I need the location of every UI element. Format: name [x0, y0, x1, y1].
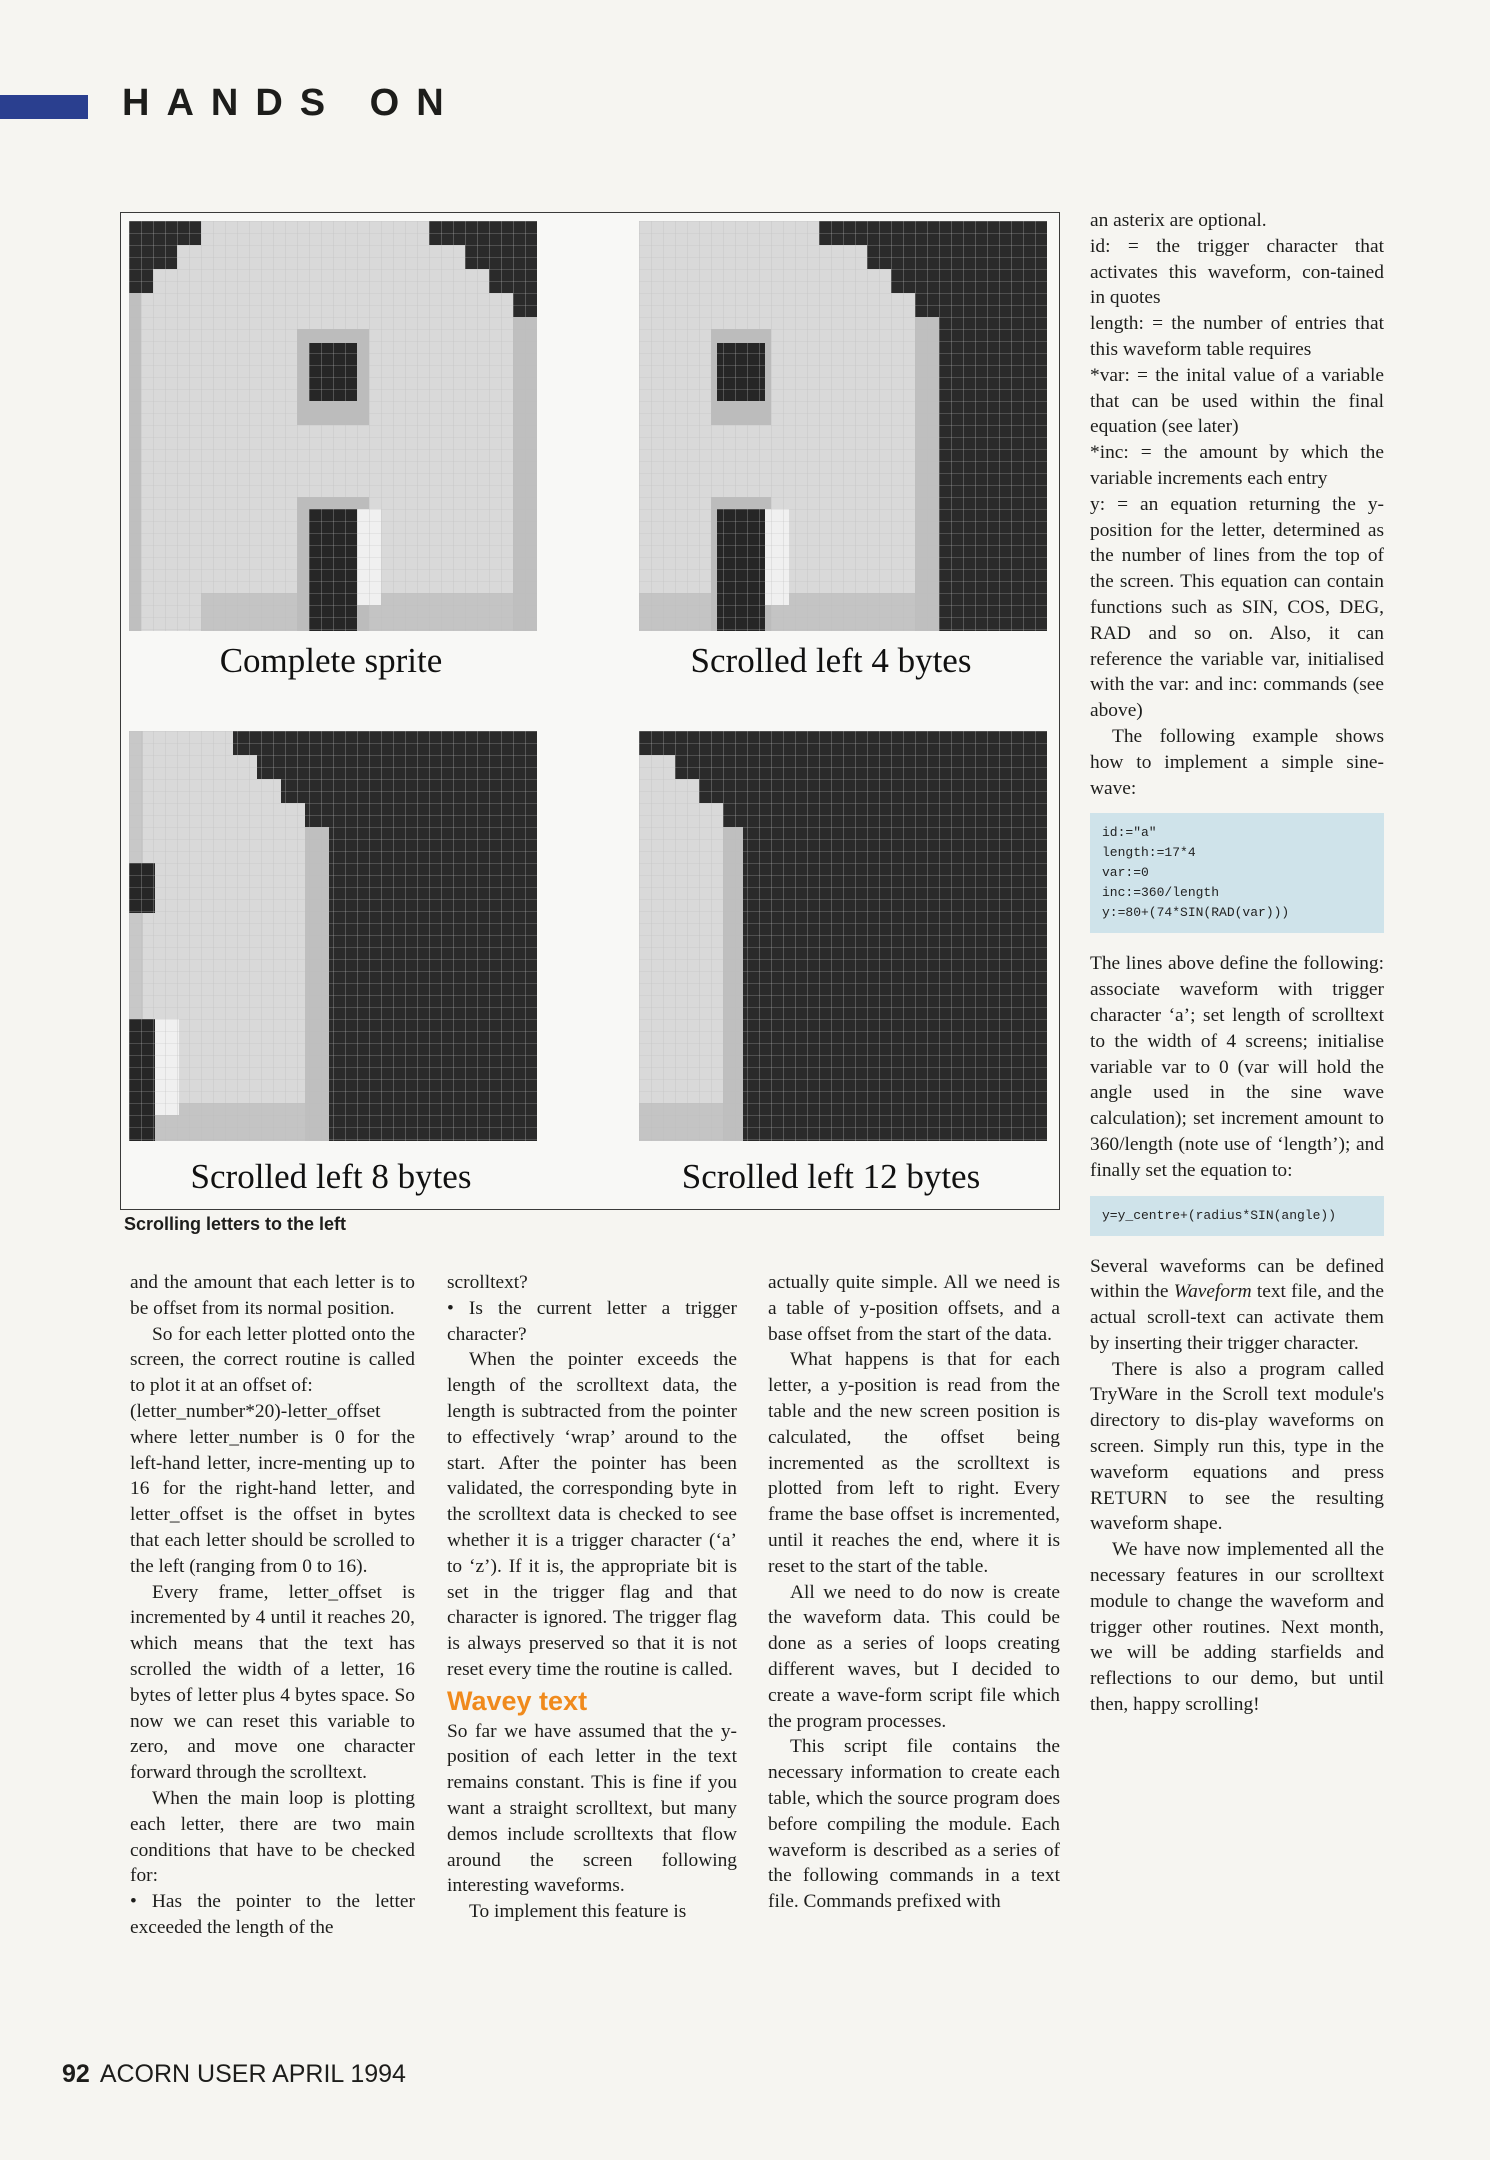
paragraph — [1090, 1254, 1384, 1357]
panel-label-scrolled-4: Scrolled left 4 bytes — [690, 641, 972, 680]
paragraph: Every frame, letter_offset is incremented by 4 until it reaches 20, which means that the text has scrolled the width of a letter, 16 bytes of letter plus 4 bytes space. So now we can reset this variable to zero, and move one character forward through the scrolltext. — [130, 1581, 415, 1784]
code-example-equation: y=y_centre+(radius*SIN(angle)) — [1090, 1196, 1384, 1236]
figure-caption: Scrolling letters to the left — [124, 1214, 347, 1234]
panel-label-scrolled-8: Scrolled left 8 bytes — [190, 1157, 472, 1196]
panel-label-scrolled-12: Scrolled left 12 bytes — [681, 1157, 981, 1196]
definition-item: length: = the number of entries that this waveform table requires — [1090, 313, 1384, 360]
paragraph: This script file contains the necessary information to create each table, which the source program does before compiling the module. Each waveform is described as a series of the following commands in a text file. Commands prefixed with — [768, 1736, 1060, 1913]
code-example-sine: id:="a" length:=17*4 var:=0 inc:=360/length y:=80+(74*SIN(RAD(var))) — [1090, 813, 1384, 933]
sprite-figure — [120, 212, 1060, 1210]
paragraph: There is also a program called TryWare in the Scroll text module's directory to dis-play waveforms on screen. Simply run this, type in the waveform equations and press RETURN to see the resulting waveform shape. — [1090, 1358, 1384, 1535]
paragraph: What happens is that for each letter, a y-position is read from the table and the new screen position is calculated, the offset being incremented as the scrolltext is plotted from left to right. Every frame the base offset is incremented, until it reaches the end, where it is reset to the start of the table. — [768, 1349, 1060, 1577]
sprite-panel-scrolled-4 — [639, 221, 1047, 631]
page-footer — [62, 2060, 406, 2089]
sprite-panel-complete — [129, 221, 537, 631]
paragraph: and the amount that each letter is to be offset from its normal position. — [130, 1272, 415, 1319]
section-header: HANDS ON — [122, 82, 461, 124]
bullet-item: • Has the pointer to the letter exceeded the length of the — [130, 1891, 415, 1938]
sprite-panel-scrolled-8 — [129, 731, 537, 1141]
magazine-issue: ACORN USER APRIL 1994 — [99, 2060, 406, 2088]
section-heading: Wavey text — [447, 1685, 588, 1716]
paragraph: The following example shows how to implement a simple sine-wave: — [1090, 725, 1384, 799]
filename-emphasis: Waveform — [1173, 1281, 1252, 1303]
definition-item: y: = an equation returning the y-position for the letter, determined as the number of lines from the top of the screen. This equation can contain functions such as SIN, COS, DEG, RAD and so on. Also, it can reference the variable var, initialised with the var: and inc: commands (see above) — [1090, 493, 1384, 722]
paragraph: When the pointer exceeds the length of the scrolltext data, the length is subtracted from the pointer to effectively ‘wrap’ around to the start. After the pointer has been validated, the corresponding byte in the scrolltext data is checked to see whether it is a trigger character (‘a’ to ‘z’). If it is, the appropriate bit is set in the trigger flag and that character is ignored. The trigger flag is always preserved so that it is not reset every time the routine is called. — [447, 1349, 737, 1680]
text-column-4 — [1090, 208, 1384, 1718]
paragraph: The lines above define the following: associate waveform with trigger character ‘a’; set length of scrolltext to the width of 4 screens; initialise variable var to 0 (var will hold the angle used in the sine wave calculation); set increment amount to 360/length (note use of ‘length’); and finally set the equation to: — [1090, 953, 1384, 1181]
text-column-3 — [768, 1270, 1060, 1915]
definition-item: *inc: = the amount by which the variable increments each entry — [1090, 442, 1384, 489]
page-number: 92 — [62, 2060, 90, 2088]
paragraph: We have now implemented all the necessary features in our scrolltext module to change the waveform and trigger other routines. Next month, we will be adding starfields and reflections to our demo, but until then, happy scrolling! — [1090, 1539, 1384, 1716]
paragraph: When the main loop is plotting each letter, there are two main conditions that have to be checked for: — [130, 1787, 415, 1887]
panel-label-complete: Complete sprite — [219, 641, 443, 680]
bullet-item: • Is the current letter a trigger character? — [447, 1297, 737, 1345]
text-column-2 — [447, 1270, 737, 1925]
section-color-bar — [0, 95, 88, 119]
paragraph: an asterix are optional. — [1090, 210, 1267, 231]
text-span: text file, and the actual scroll-text can activate them by inserting their trigger character. — [1090, 1281, 1384, 1354]
text-span: Several waveforms can be defined within the — [1090, 1255, 1384, 1303]
sprite-panel-scrolled-12 — [639, 731, 1047, 1141]
text-column-1 — [130, 1270, 415, 1941]
paragraph: scrolltext? — [447, 1272, 528, 1293]
paragraph: To implement this feature is — [469, 1901, 687, 1923]
formula-line: (letter_number*20)-letter_offset where letter_number is 0 for the left-hand letter, incre-menting up to 16 for the right-hand letter, and letter_offset is the offset in bytes that each letter should be scrolled to the left (ranging from 0 to 16). — [130, 1400, 415, 1577]
definition-item: id: = the trigger character that activates this waveform, con-tained in quotes — [1090, 235, 1384, 309]
paragraph: So far we have assumed that the y-position of each letter in the text remains constant. This is fine if you want a straight scrolltext, but many demos include scrolltexts that flow around the screen following interesting waveforms. — [447, 1720, 737, 1897]
paragraph: All we need to do now is create the waveform data. This could be done as a series of loops creating different waves, but I decided to create a wave-form script file which the program processes. — [768, 1581, 1060, 1732]
definition-item: *var: = the inital value of a variable that can be used within the final equation (see later) — [1090, 364, 1384, 438]
paragraph: So for each letter plotted onto the screen, the correct routine is called to plot it at an offset of: — [130, 1323, 415, 1397]
paragraph: actually quite simple. All we need is a table of y-position offsets, and a base offset from the start of the data. — [768, 1272, 1060, 1345]
